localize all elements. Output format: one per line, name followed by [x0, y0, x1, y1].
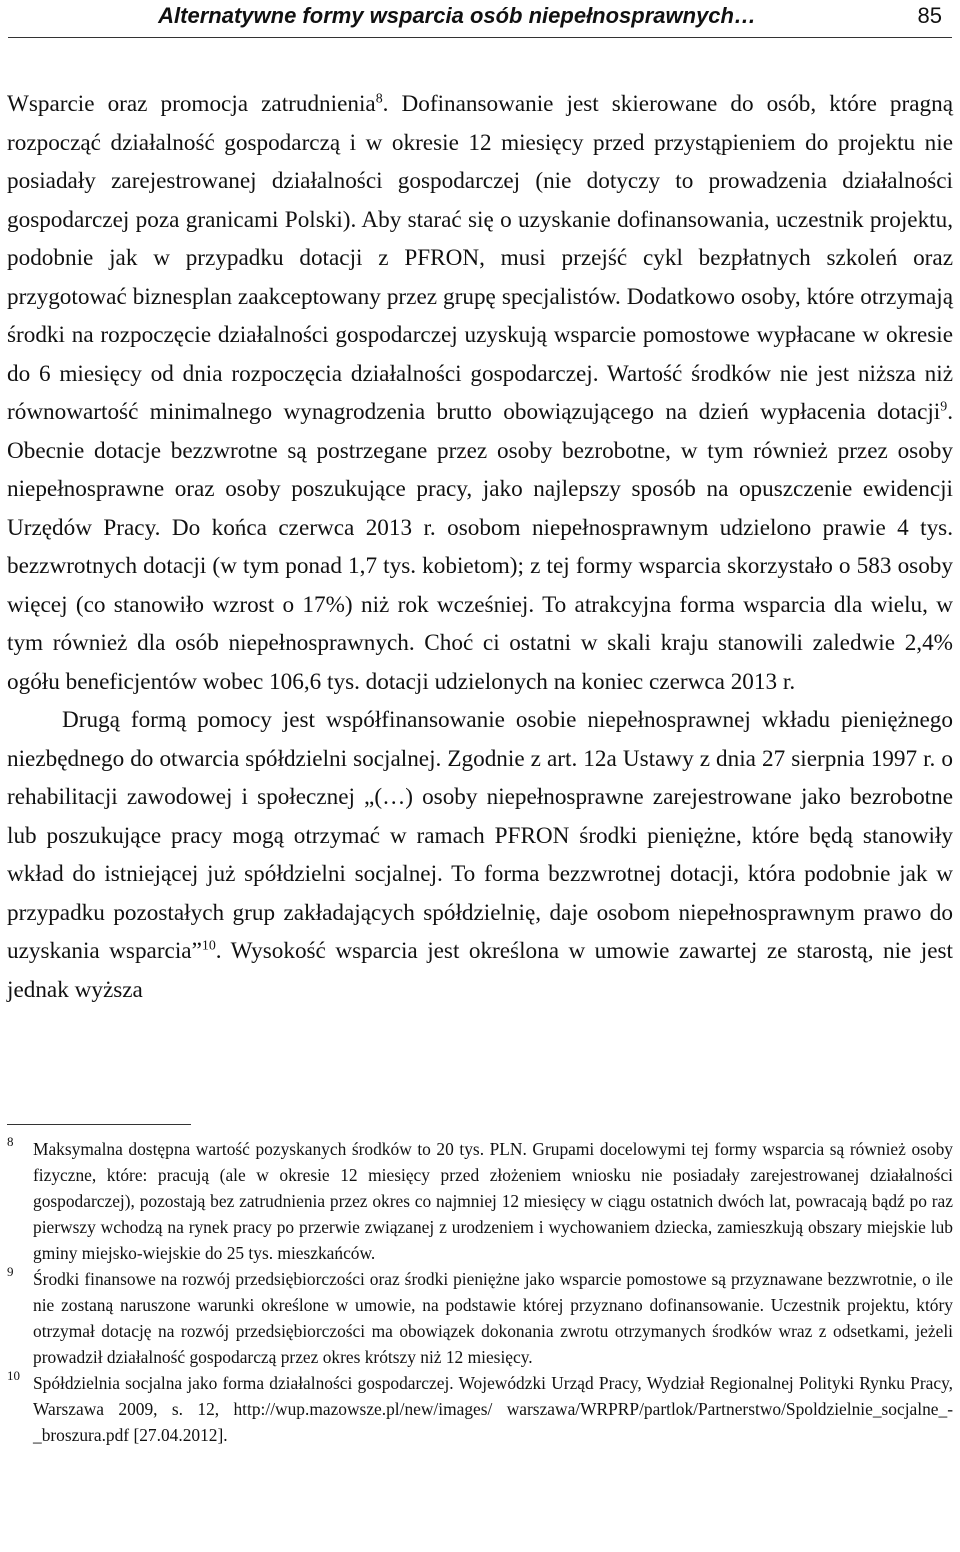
- running-header-title: Alternatywne formy wsparcia osób niepełnosprawnych…: [158, 3, 756, 28]
- footnote-ref-10: 10: [201, 938, 216, 954]
- footnotes: [7, 1136, 953, 1448]
- footnote-9: [7, 1266, 953, 1370]
- footnote-text: Spółdzielnia socjalna jako forma działalności gospodarczej. Wojewódzki Urząd Pracy, Wydział Regionalnej Polityki Rynku Pracy, Warszawa 2009, s. 12, http://wup.mazowsze.pl/new/images/ warszawa/WRPRP/partlok/Partnerstwo/Spoldzielnie_socjalne_-_broszura.pdf [27.04.2012].: [33, 1373, 953, 1445]
- paragraph-1: [7, 85, 953, 701]
- paragraph-1-text-a: Wsparcie oraz promocja zatrudnienia: [7, 91, 376, 117]
- footnote-10: [7, 1370, 953, 1448]
- footnote-ref-9: 9: [940, 399, 948, 415]
- page-number: 85: [917, 3, 942, 28]
- footnote-mark: 10: [7, 1368, 20, 1383]
- running-header: [8, 0, 952, 38]
- footnote-separator: [7, 1124, 191, 1125]
- footnote-ref-8: 8: [375, 91, 383, 107]
- footnote-mark: 8: [7, 1134, 14, 1149]
- footnote-text: Środki finansowe na rozwój przedsiębiorczości oraz środki pieniężne jako wsparcie pomostowe są przyznawane bezzwrotnie, o ile nie zostaną naruszone warunki określone w umowie, na podstawie której przyznano dofinansowanie. Uczestnik projektu, który otrzymał dotację na rozwój przedsiębiorczości ma obowiązek dokonania zwrotu otrzymanych środków wraz z odsetkami, jeżeli prowadził działalność gospodarczą przez okres krótszy niż 12 miesięcy.: [33, 1269, 953, 1367]
- paragraph-1-text-c: . Obecnie dotacje bezzwrotne są postrzegane przez osoby bezrobotne, w tym również przez osoby niepełnosprawne oraz osoby poszukujące pracy, jako najlepszy sposób na opuszczenie ewidencji Urzędów Pracy. Do końca czerwca 2013 r. osobom niepełnosprawnym udzielono prawie 4 tys. bezzwrotnych dotacji (w tym ponad 1,7 tys. kobietom); z tej formy wsparcia skorzystało o 583 osoby więcej (co stanowiło wzrost o 17%) niż rok wcześniej. To atrakcyjna forma wsparcia dla wielu, w tym również dla osób niepełnosprawnych. Choć ci ostatni w skali kraju stanowili zaledwie 2,4% ogółu beneficjentów wobec 106,6 tys. dotacji udzielonych na koniec czerwca 2013 r.: [7, 399, 953, 695]
- paragraph-2-text-b: . Wysokość wsparcia jest określona w umowie zawartej ze starostą, nie jest jednak wyższa: [7, 938, 953, 1003]
- footnote-8: [7, 1136, 953, 1266]
- paragraph-2-text-a: Drugą formą pomocy jest współfinansowanie osobie niepełnosprawnej wkładu pieniężnego niezbędnego do otwarcia spółdzielni socjalnej. Zgodnie z art. 12a Ustawy z dnia 27 sierpnia 1997 r. o rehabilitacji zawodowej i społecznej „(…) osoby niepełnosprawne zarejestrowane jako bezrobotne lub poszukujące pracy mogą otrzymać w ramach PFRON środki pieniężne, które będą stanowiły wkład do istniejącej już spółdzielni socjalnej. To forma bezzwrotnej dotacji, która podobnie jak w przypadku pozostałych grup zakładających spółdzielnię, daje osobom niepełnosprawnym prawo do uzyskania wsparcia”: [7, 707, 953, 964]
- paragraph-2: [7, 701, 953, 1009]
- paragraph-1-text-b: . Dofinansowanie jest skierowane do osób, które pragną rozpocząć działalność gospodarczą i w okresie 12 miesięcy przed przystąpieniem do projektu nie posiadały zarejestrowanej działalności gospodarczej (nie dotyczy to prowadzenia działalności gospodarczej poza granicami Polski). Aby starać się o uzyskanie dofinansowania, uczestnik projektu, podobnie jak w przypadku dotacji z PFRON, musi przejść cykl bezpłatnych szkoleń oraz przygotować biznesplan zaakceptowany przez grupę specjalistów. Dodatkowo osoby, które otrzymają środki na rozpoczęcie działalności gospodarczej uzyskują wsparcie pomostowe wypłacane w okresie do 6 miesięcy od dnia rozpoczęcia działalności gospodarczej. Wartość środków nie jest niższa niż równowartość minimalnego wynagrodzenia brutto obowiązującego na dzień wypłacenia dotacji: [7, 91, 953, 425]
- footnote-mark: 9: [7, 1264, 14, 1279]
- footnote-text: Maksymalna dostępna wartość pozyskanych środków to 20 tys. PLN. Grupami docelowymi tej formy wsparcia są również osoby fizyczne, które: pracują (ale w okresie 12 miesięcy przed złożeniem wniosku nie posiadały zarejestrowanej działalności gospodarczej), pozostają bez zatrudnienia przez okres co najmniej 12 miesięcy w ciągu ostatnich dwóch lat, powracają bądź po raz pierwszy wchodzą na rynek pracy po przerwie związanej z urodzeniem i wychowaniem dziecka, zamieszkują obszary miejskie lub gminy miejsko-wiejskie do 25 tys. mieszkańców.: [33, 1139, 953, 1263]
- body-text: [7, 85, 953, 1009]
